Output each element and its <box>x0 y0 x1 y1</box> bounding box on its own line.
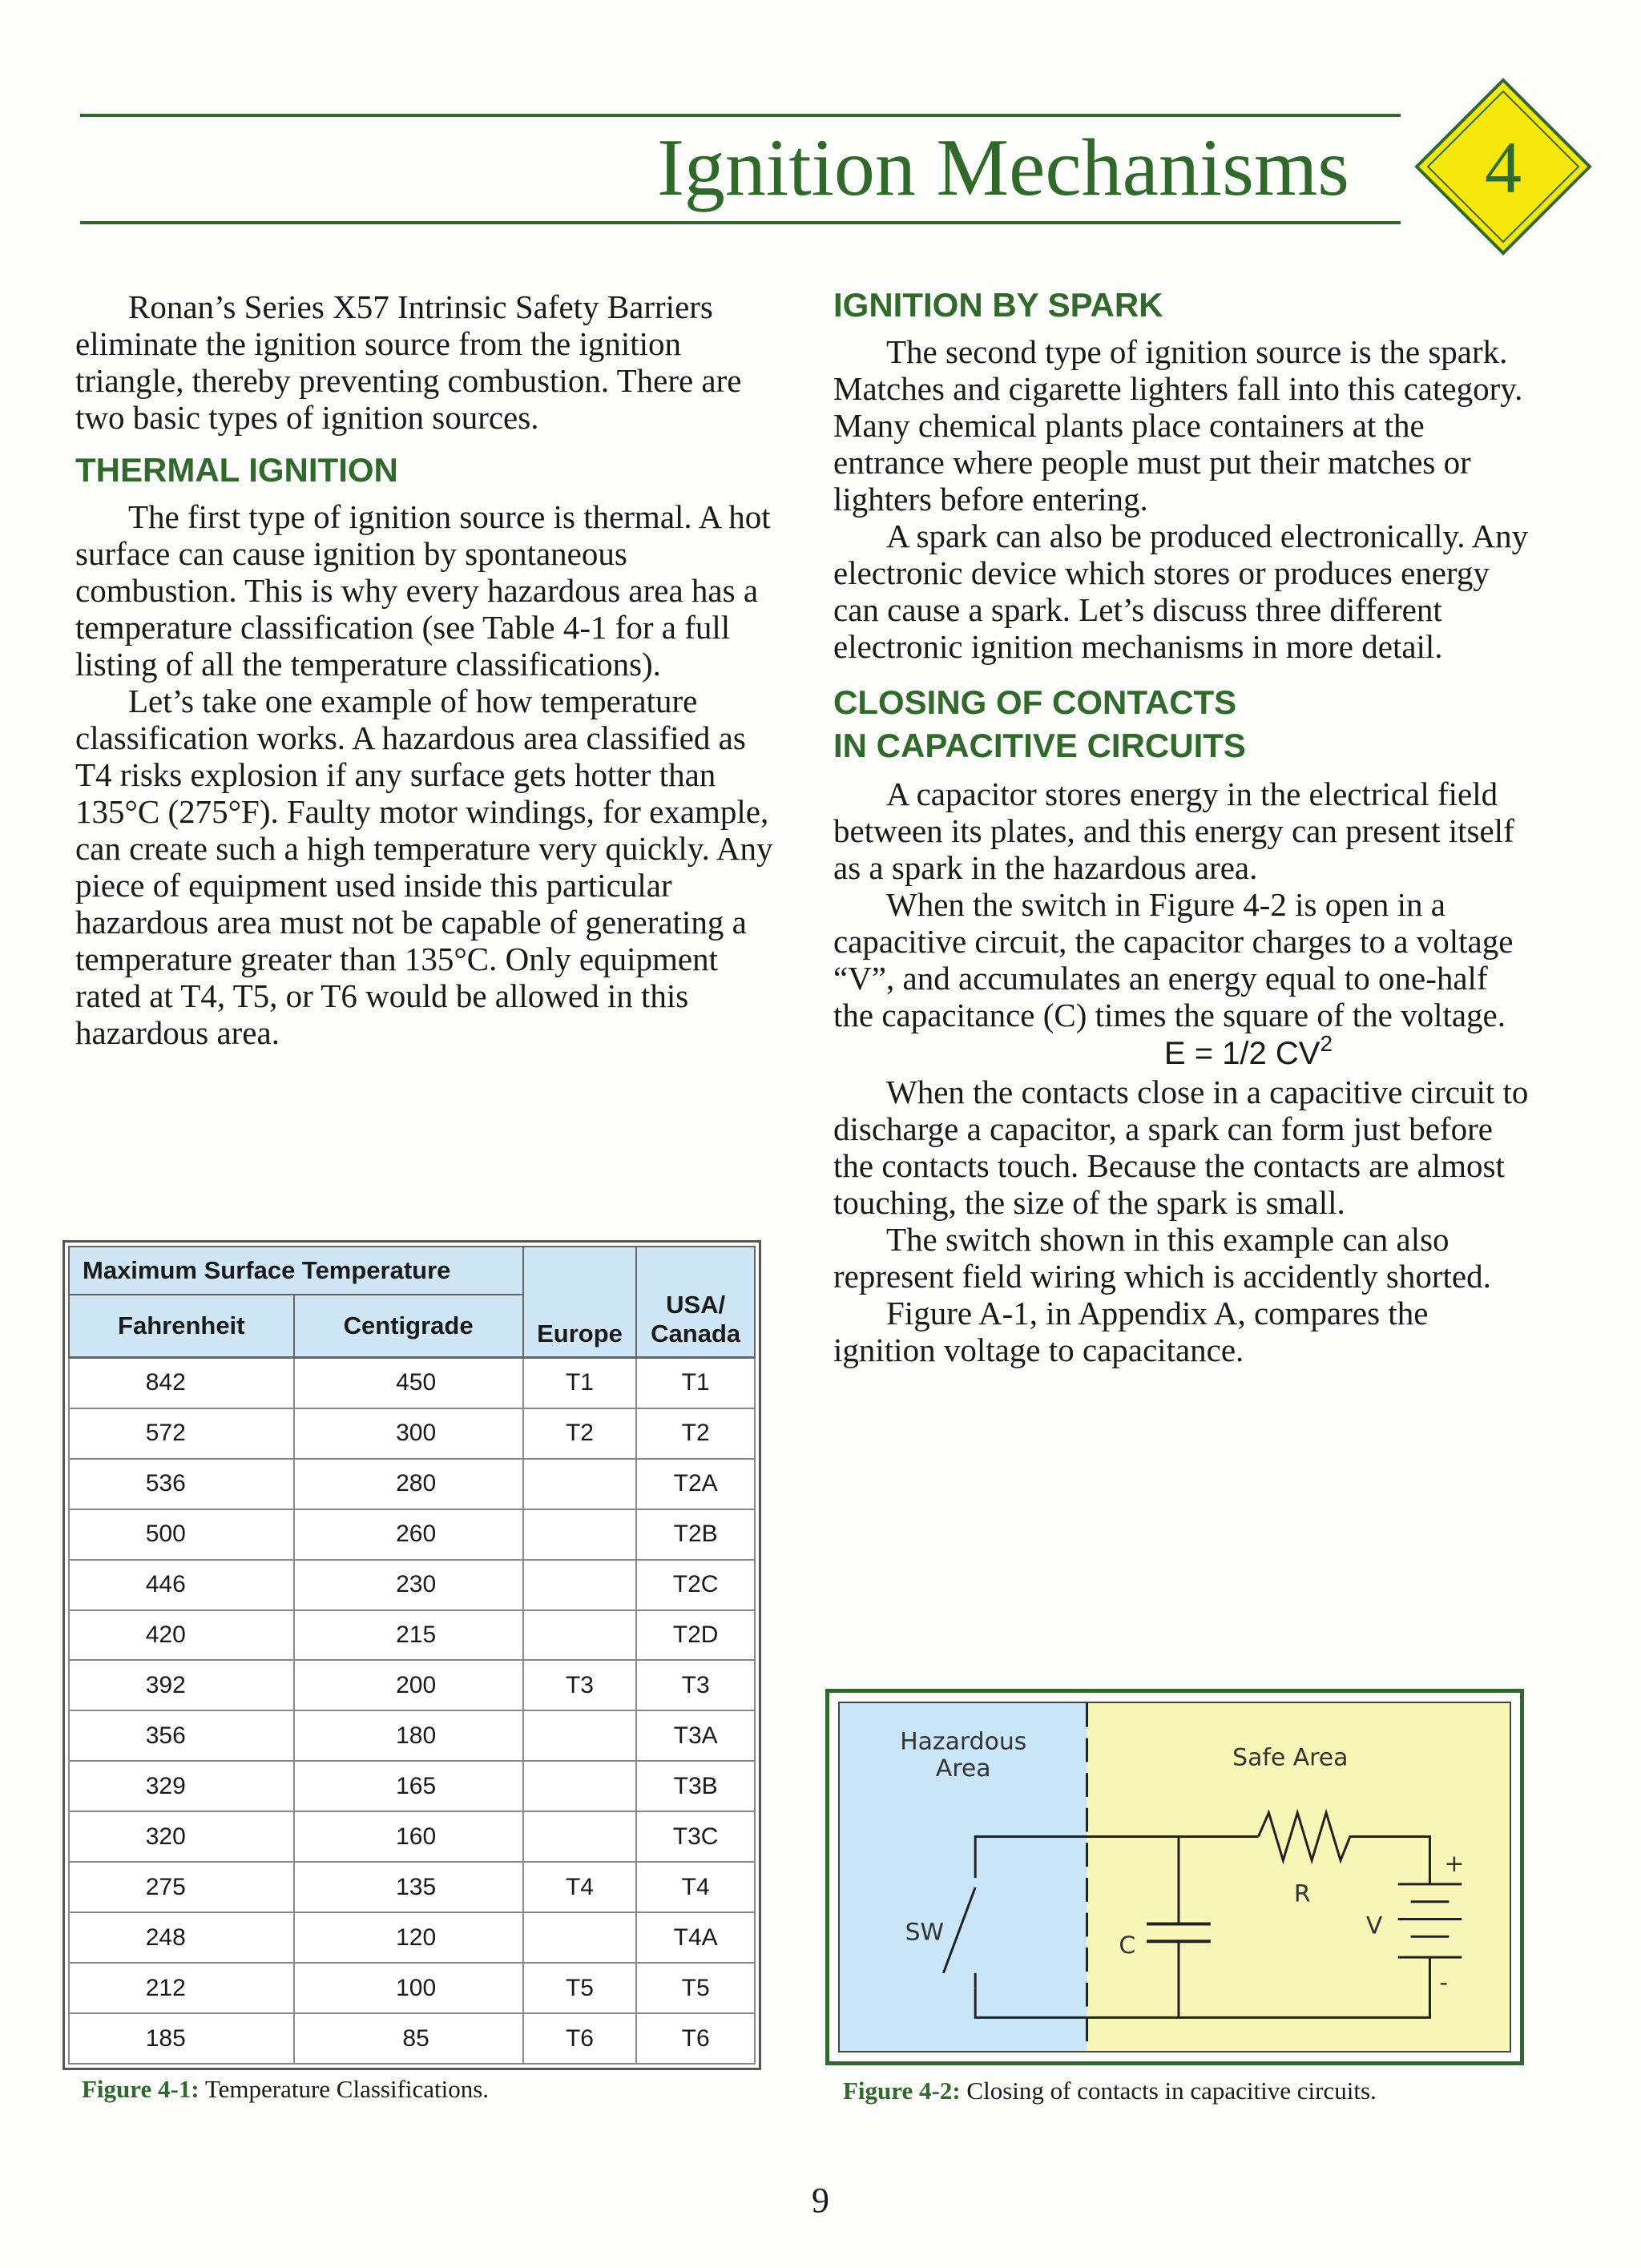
cell-fahrenheit: 392 <box>69 1660 294 1710</box>
cell-centigrade: 450 <box>294 1357 523 1408</box>
figure-4-1-caption <box>82 2075 489 2104</box>
header-rule-top <box>80 114 1401 117</box>
spark-paragraph-1: The second type of ignition source is the spark. Matches and cigarette lighters fall into this category. Many chemical plants place containers at the entrance where people must put their matches or lighters before entering. <box>833 333 1523 518</box>
table-header-canada: Canada <box>651 1319 741 1348</box>
cell-centigrade: 215 <box>294 1610 523 1661</box>
cell-usa-canada: T4A <box>636 1912 755 1963</box>
cell-usa-canada: T3C <box>636 1811 755 1862</box>
table-row <box>69 1509 755 1560</box>
cell-fahrenheit: 572 <box>69 1408 294 1459</box>
figure-4-2-frame <box>825 1689 1524 2065</box>
table-row <box>69 1408 755 1459</box>
cell-fahrenheit: 320 <box>69 1811 294 1862</box>
cell-fahrenheit: 420 <box>69 1610 294 1661</box>
cell-fahrenheit: 842 <box>69 1357 294 1408</box>
cell-usa-canada: T2B <box>636 1509 755 1560</box>
figure-4-1-caption-label: Figure 4-1: <box>82 2075 200 2103</box>
table-group-header: Maximum Surface Temperature <box>69 1247 523 1295</box>
heading-closing-of-contacts <box>833 681 1535 767</box>
table-header-centigrade: Centigrade <box>294 1295 523 1357</box>
cell-centigrade: 200 <box>294 1660 523 1710</box>
cell-europe <box>523 1761 637 1811</box>
figure-4-2-caption <box>843 2077 1377 2105</box>
voltage-label: V <box>1365 1911 1383 1940</box>
cell-europe <box>523 1459 637 1509</box>
cell-europe: T3 <box>523 1660 637 1710</box>
table-header-europe: Europe <box>523 1247 637 1357</box>
equation-exponent: 2 <box>1320 1031 1333 1056</box>
cell-usa-canada: T3B <box>636 1761 755 1811</box>
chapter-badge <box>1410 74 1596 260</box>
cell-europe <box>523 1610 637 1661</box>
cell-europe <box>523 1560 637 1610</box>
table-body <box>69 1357 755 2064</box>
capacitive-paragraph-2: When the switch in Figure 4-2 is open in a capacitive circuit, the capacitor charges to a voltage “V”, and accumulates an energy equal to one-half the capacitance (C) times the square of the voltage. <box>833 886 1514 1033</box>
heading-thermal-ignition: THERMAL IGNITION <box>75 451 398 489</box>
cell-usa-canada: T5 <box>636 1963 755 2013</box>
right-column <box>833 288 1535 1368</box>
energy-equation <box>833 1033 1535 1074</box>
table-row <box>69 1357 755 1408</box>
table-row <box>69 2013 755 2064</box>
cell-centigrade: 180 <box>294 1710 523 1761</box>
cell-fahrenheit: 500 <box>69 1509 294 1560</box>
cell-usa-canada: T2D <box>636 1610 755 1661</box>
table-row <box>69 1811 755 1862</box>
table-row <box>69 1862 755 1912</box>
table-header-fahrenheit: Fahrenheit <box>69 1295 294 1357</box>
cell-centigrade: 260 <box>294 1509 523 1560</box>
cell-europe: T1 <box>523 1357 637 1408</box>
table-row <box>69 1560 755 1610</box>
capacitive-circuit-diagram <box>838 1702 1511 2052</box>
cell-usa-canada: T1 <box>636 1357 755 1408</box>
capacitor-label: C <box>1119 1932 1136 1960</box>
page-title: Ignition Mechanisms <box>656 123 1349 213</box>
cell-fahrenheit: 212 <box>69 1963 294 2013</box>
cell-centigrade: 230 <box>294 1560 523 1610</box>
cell-centigrade: 300 <box>294 1408 523 1459</box>
cell-europe: T5 <box>523 1963 637 2013</box>
heading-closing-line-1: CLOSING OF CONTACTS <box>833 683 1237 721</box>
equation-main: E = 1/2 CV <box>1163 1036 1320 1071</box>
figure-4-2-caption-label: Figure 4-2: <box>843 2077 961 2105</box>
page-number: 9 <box>812 2181 829 2220</box>
cell-fahrenheit: 329 <box>69 1761 294 1811</box>
cell-centigrade: 165 <box>294 1761 523 1811</box>
switch-label: SW <box>905 1918 945 1947</box>
thermal-paragraph-1: The first type of ignition source is thermal. A hot surface can cause ignition by spontaneous combustion. This is why every hazardous area has a temperature classification (see Table 4-1 for a full listing of all the temperature classifications). <box>75 498 771 683</box>
chapter-number: 4 <box>1485 127 1522 208</box>
cell-usa-canada: T6 <box>636 2013 755 2064</box>
table-row <box>69 1710 755 1761</box>
cell-europe <box>523 1912 637 1963</box>
cell-fahrenheit: 536 <box>69 1459 294 1509</box>
intro-paragraph: Ronan’s Series X57 Intrinsic Safety Barriers eliminate the ignition source from the ignition triangle, thereby preventing combustion. There are two basic types of ignition sources. <box>75 288 742 436</box>
capacitive-paragraph-1: A capacitor stores energy in the electrical field between its plates, and this energy can present itself as a spark in the hazardous area. <box>833 775 1514 886</box>
cell-fahrenheit: 446 <box>69 1560 294 1610</box>
cell-centigrade: 120 <box>294 1912 523 1963</box>
cell-centigrade: 100 <box>294 1963 523 2013</box>
table-row <box>69 1459 755 1509</box>
hazardous-area-label-1: Hazardous <box>900 1727 1027 1756</box>
table-row <box>69 1912 755 1963</box>
battery-minus-label: - <box>1439 1968 1449 1997</box>
cell-europe <box>523 1710 637 1761</box>
hazardous-area-label-2: Area <box>935 1754 991 1783</box>
table-row <box>69 1610 755 1661</box>
figure-4-2-caption-text: Closing of contacts in capacitive circuits. <box>960 2077 1377 2105</box>
header-rule-bottom <box>80 221 1401 224</box>
cell-europe <box>523 1811 637 1862</box>
cell-usa-canada: T3 <box>636 1660 755 1710</box>
cell-europe <box>523 1509 637 1560</box>
cell-centigrade: 135 <box>294 1862 523 1912</box>
cell-europe: T4 <box>523 1862 637 1912</box>
cell-centigrade: 160 <box>294 1811 523 1862</box>
temperature-classification-table <box>68 1246 756 2065</box>
capacitive-paragraph-3: When the contacts close in a capacitive circuit to discharge a capacitor, a spark can form just before the contacts touch. Because the contacts are almost touching, the size of the spark is small. <box>833 1074 1529 1221</box>
cell-fahrenheit: 248 <box>69 1912 294 1963</box>
figure-4-1-caption-text: Temperature Classifications. <box>199 2075 490 2103</box>
resistor-label: R <box>1293 1879 1311 1908</box>
table-header-usa: USA/ <box>666 1290 726 1319</box>
heading-ignition-by-spark: IGNITION BY SPARK <box>833 286 1163 324</box>
cell-europe: T2 <box>523 1408 637 1459</box>
table-row <box>69 1761 755 1811</box>
table-row <box>69 1963 755 2013</box>
cell-centigrade: 85 <box>294 2013 523 2064</box>
capacitive-paragraph-5: Figure A-1, in Appendix A, compares the ignition voltage to capacitance. <box>833 1295 1429 1368</box>
cell-usa-canada: T4 <box>636 1862 755 1912</box>
temperature-table-frame <box>62 1240 761 2070</box>
spark-paragraph-2: A spark can also be produced electronically. Any electronic device which stores or produces energy can cause a spark. Let’s discuss three different electronic ignition mechanisms in more detail. <box>833 518 1529 665</box>
heading-closing-line-2: IN CAPACITIVE CIRCUITS <box>833 727 1246 764</box>
cell-centigrade: 280 <box>294 1459 523 1509</box>
cell-fahrenheit: 275 <box>69 1862 294 1912</box>
cell-usa-canada: T3A <box>636 1710 755 1761</box>
cell-fahrenheit: 185 <box>69 2013 294 2064</box>
left-column <box>75 288 777 1051</box>
cell-usa-canada: T2A <box>636 1459 755 1509</box>
table-header-usa-canada <box>636 1247 755 1357</box>
cell-usa-canada: T2C <box>636 1560 755 1610</box>
cell-usa-canada: T2 <box>636 1408 755 1459</box>
capacitive-paragraph-4: The switch shown in this example can also represent field wiring which is accidently shorted. <box>833 1221 1491 1295</box>
cell-fahrenheit: 356 <box>69 1710 294 1761</box>
battery-plus-label: + <box>1444 1850 1465 1879</box>
safe-area-label: Safe Area <box>1232 1743 1349 1772</box>
table-row <box>69 1660 755 1710</box>
thermal-paragraph-2: Let’s take one example of how temperature classification works. A hazardous area classified as T4 risks explosion if any surface gets hotter than 135°C (275°F). Faulty motor windings, for example, can create such a high temperature very quickly. Any piece of equipment used inside this particular hazardous area must not be capable of generating a temperature greater than 135°C. Only equipment rated at T4, T5, or T6 would be allowed in this hazardous area. <box>75 683 773 1051</box>
cell-europe: T6 <box>523 2013 637 2064</box>
